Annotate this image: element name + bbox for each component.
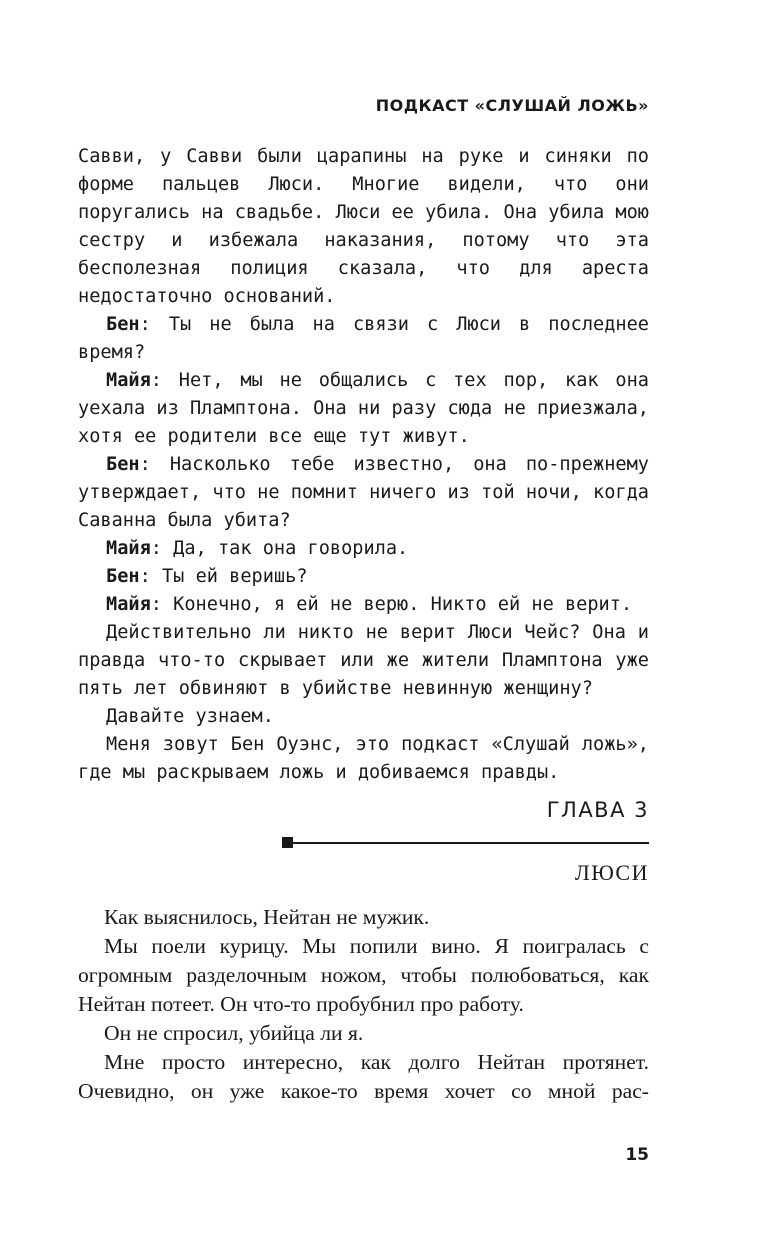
dialogue-line — [78, 451, 649, 535]
speaker-name: Бен — [106, 314, 140, 335]
body-paragraph: Мы поели курицу. Мы попили вино. Я поигралась с огромным разделочным ножом, чтобы полюбоваться, как Нейтан потеет. Он что-то пробубнил про работу. — [78, 934, 649, 1016]
speaker-name: Бен — [106, 566, 140, 587]
dialogue-text: : Конечно, я ей не верю. Никто ей не верит. — [150, 594, 633, 615]
narration-paragraph: Давайте узнаем. — [106, 706, 274, 727]
body-paragraph: Как выяснилось, Нейтан не мужик. — [104, 905, 430, 929]
dialogue-text: : Насколько тебе известно, она по-прежнему утверждает, что не помнит ничего из той ночи, когда Саванна была убита? — [78, 454, 649, 531]
speaker-name: Майя — [106, 594, 151, 615]
chapter-divider-line — [288, 842, 649, 844]
chapter-pov-heading: ЛЮСИ — [574, 860, 649, 885]
running-head: ПОДКАСТ «СЛУШАЙ ЛОЖЬ» — [375, 96, 649, 115]
dialogue-text: : Ты ей веришь? — [139, 566, 308, 587]
speaker-name: Майя — [106, 538, 151, 559]
dialogue-line — [78, 591, 649, 619]
dialogue-line — [78, 563, 649, 591]
page-number: 15 — [625, 1145, 649, 1165]
body-paragraph: Мне просто интересно, как долго Нейтан протянет. Очевидно, он уже какое-то время хочет со мной рас- — [78, 1050, 649, 1103]
transcript-intro-paragraph: Савви, у Савви были царапины на руке и синяки по форме пальцев Люси. Многие видели, что они поругались на свадьбе. Люси ее убила. Она убила мою сестру и избежала наказания, потому что эта бесполезная полиция сказала, что для ареста недостаточно оснований. — [78, 146, 649, 307]
narration-paragraph: Действительно ли никто не верит Люси Чейс? Она и правда что-то скрывает или же жители Пламптона уже пять лет обвиняют в убийстве невинную женщину? — [78, 622, 649, 699]
body-paragraph: Он не спросил, убийца ли я. — [104, 1021, 364, 1045]
chapter-divider-square-icon — [282, 837, 293, 848]
chapter-title: ГЛАВА 3 — [546, 798, 649, 822]
narration-paragraph: Меня зовут Бен Оуэнс, это подкаст «Слушай ложь», где мы раскрываем ложь и добиваемся правды. — [78, 734, 649, 783]
chapter-body — [78, 903, 649, 1106]
dialogue-text: : Ты не была на связи с Люси в последнее время? — [78, 314, 649, 363]
dialogue-text: : Да, так она говорила. — [150, 538, 409, 559]
dialogue-line — [78, 311, 649, 367]
speaker-name: Бен — [106, 454, 140, 475]
dialogue-line — [78, 535, 649, 563]
dialogue-text: : Нет, мы не общались с тех пор, как она уехала из Пламптона. Она ни разу сюда не приезжала, хотя ее родители все еще тут живут. — [78, 370, 649, 447]
speaker-name: Майя — [106, 370, 151, 391]
podcast-transcript — [78, 143, 649, 787]
dialogue-line — [78, 367, 649, 451]
